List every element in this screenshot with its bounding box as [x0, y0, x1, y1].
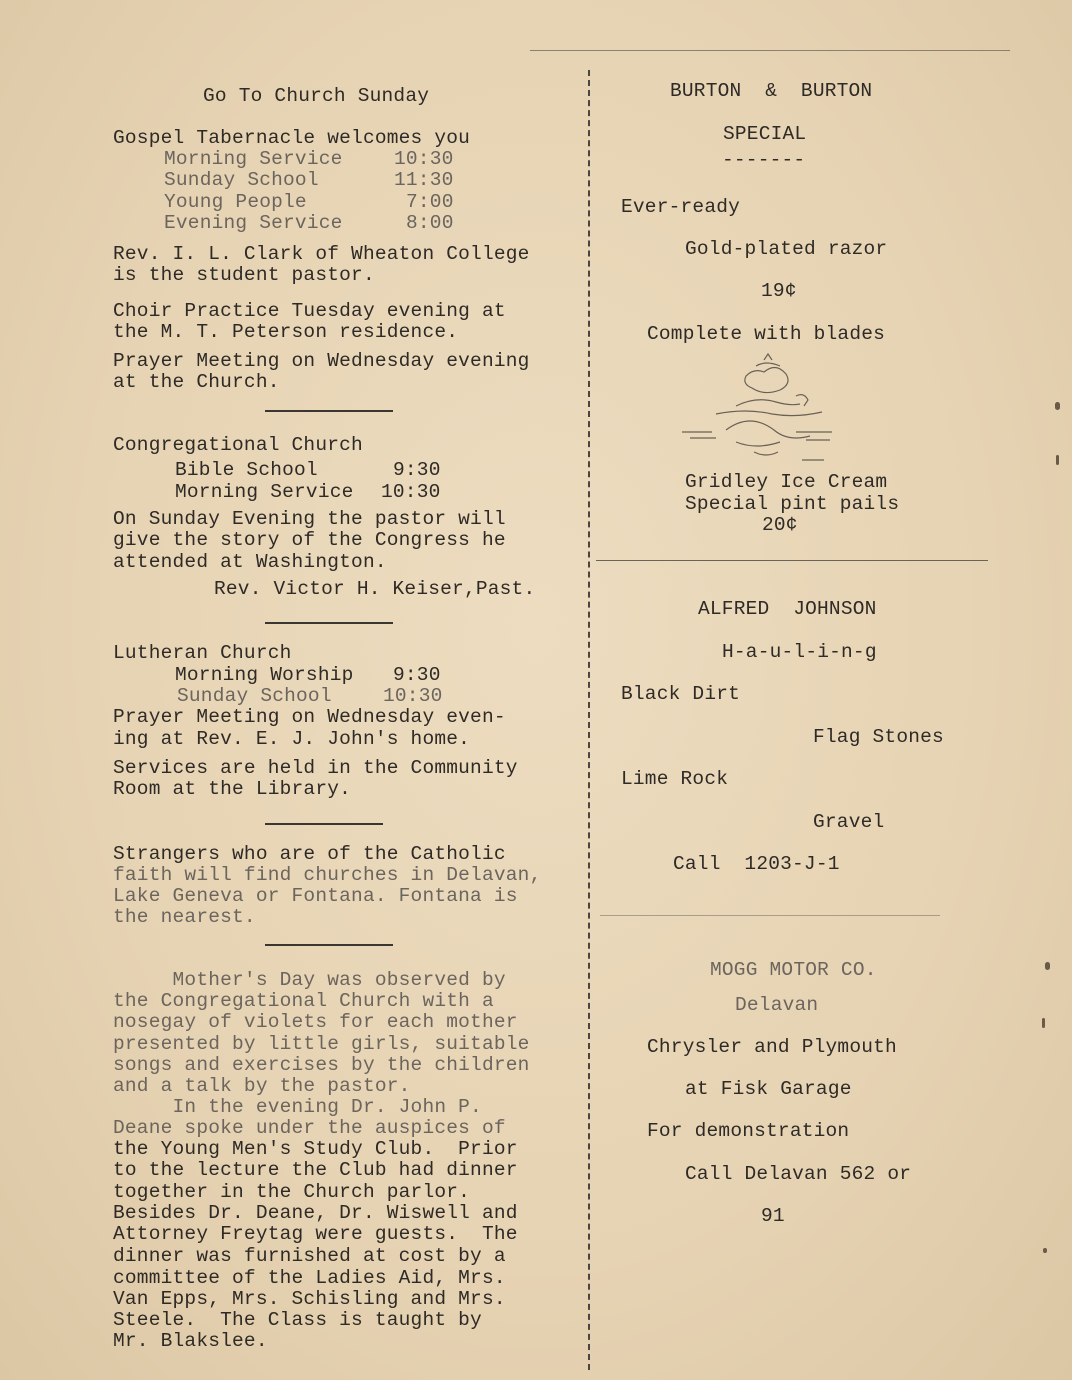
burton-dashes: ------- — [722, 149, 806, 171]
mogg-call: Call Delavan 562 or — [685, 1163, 912, 1185]
lutheran-services-line: Services are held in the Community — [113, 757, 518, 779]
mothers-day-line: and a talk by the pastor. — [113, 1075, 411, 1097]
edge-mark — [1045, 962, 1050, 970]
section-divider — [265, 944, 393, 946]
mothers-day-line: dinner was furnished at cost by a — [113, 1245, 506, 1267]
congregational-schedule-time: 10:30 — [381, 481, 441, 503]
mothers-day-line: Mother's Day was observed by — [113, 969, 506, 991]
mothers-day-line: Steele. The Class is taught by — [113, 1309, 482, 1331]
johnson-item: Lime Rock — [621, 768, 729, 790]
burton-item: Gold-plated razor — [685, 238, 888, 260]
gospel-prayer-line: Prayer Meeting on Wednesday evening — [113, 350, 530, 372]
lutheran-prayer-line: Prayer Meeting on Wednesday even- — [113, 706, 506, 728]
top-edge-trace — [530, 50, 1010, 51]
edge-mark — [1042, 1018, 1045, 1028]
burton-title: BURTON & BURTON — [670, 80, 873, 102]
mothers-day-line: Deane spoke under the auspices of — [113, 1117, 506, 1139]
johnson-service: H-a-u-l-i-n-g — [722, 641, 877, 663]
catholic-line: the nearest. — [113, 906, 256, 928]
mothers-day-line: Besides Dr. Deane, Dr. Wiswell and — [113, 1202, 518, 1224]
burton-item: Complete with blades — [647, 323, 886, 345]
mothers-day-line: the Young Men's Study Club. Prior — [113, 1138, 518, 1160]
gospel-schedule-time: 7:00 — [406, 191, 454, 213]
lutheran-title: Lutheran Church — [113, 642, 292, 664]
section-divider — [265, 410, 393, 412]
congregational-note-line: On Sunday Evening the pastor will — [113, 508, 506, 530]
section-divider — [265, 823, 383, 825]
lutheran-services-line: Room at the Library. — [113, 778, 352, 800]
section-divider — [265, 622, 393, 624]
mothers-day-line: presented by little girls, suitable — [113, 1033, 530, 1055]
gospel-schedule-time: 8:00 — [406, 212, 454, 234]
lutheran-schedule-time: 9:30 — [393, 664, 441, 686]
burton-item: Special pint pails — [685, 493, 900, 515]
mothers-day-line: nosegay of violets for each mother — [113, 1011, 518, 1033]
mogg-brands: Chrysler and Plymouth — [647, 1036, 897, 1058]
burton-special: SPECIAL — [723, 123, 807, 145]
congregational-note-line: give the story of the Congress he — [113, 529, 506, 551]
gospel-choir-line: Choir Practice Tuesday evening at — [113, 300, 506, 322]
gospel-pastor-line: is the student pastor. — [113, 264, 375, 286]
gospel-title: Gospel Tabernacle welcomes you — [113, 127, 471, 149]
lutheran-prayer-line: ing at Rev. E. J. John's home. — [113, 728, 471, 750]
edge-mark — [1056, 455, 1059, 465]
mogg-call-alt: 91 — [761, 1205, 785, 1227]
johnson-call: Call 1203-J-1 — [673, 853, 840, 875]
section-divider — [600, 915, 940, 916]
mothers-day-line: Attorney Freytag were guests. The — [113, 1223, 518, 1245]
lutheran-schedule-time: 10:30 — [383, 685, 443, 707]
mothers-day-line: the Congregational Church with a — [113, 990, 494, 1012]
page-heading: Go To Church Sunday — [203, 85, 430, 107]
johnson-item: Flag Stones — [813, 726, 944, 748]
gospel-pastor-line: Rev. I. L. Clark of Wheaton College — [113, 243, 530, 265]
gospel-schedule-label: Young People — [164, 191, 307, 213]
johnson-item: Gravel — [813, 811, 885, 833]
catholic-line: Lake Geneva or Fontana. Fontana is — [113, 885, 518, 907]
gospel-choir-line: the M. T. Peterson residence. — [113, 321, 459, 343]
burton-price: 20¢ — [762, 514, 798, 536]
gospel-prayer-line: at the Church. — [113, 371, 280, 393]
congregational-pastor: Rev. Victor H. Keiser,Past. — [214, 578, 536, 600]
mogg-demo: For demonstration — [647, 1120, 850, 1142]
gospel-schedule-label: Morning Service — [164, 148, 343, 170]
edge-mark — [1055, 402, 1060, 410]
mothers-day-line: Mr. Blakslee. — [113, 1330, 268, 1352]
ice-cream-sketch — [676, 352, 846, 472]
congregational-title: Congregational Church — [113, 434, 363, 456]
mothers-day-line: Van Epps, Mrs. Schisling and Mrs. — [113, 1288, 506, 1310]
mothers-day-line: songs and exercises by the children — [113, 1054, 530, 1076]
gospel-schedule-time: 11:30 — [394, 169, 454, 191]
burton-item: Gridley Ice Cream — [685, 471, 888, 493]
johnson-item: Black Dirt — [621, 683, 741, 705]
gospel-schedule-label: Evening Service — [164, 212, 343, 234]
congregational-schedule-time: 9:30 — [393, 459, 441, 481]
edge-mark — [1043, 1248, 1047, 1253]
gospel-schedule-label: Sunday School — [164, 169, 319, 191]
mothers-day-line: together in the Church parlor. — [113, 1181, 471, 1203]
column-divider — [588, 70, 590, 1370]
catholic-line: Strangers who are of the Catholic — [113, 843, 506, 865]
congregational-schedule-label: Bible School — [175, 459, 318, 481]
catholic-line: faith will find churches in Delavan, — [113, 864, 542, 886]
mogg-title: MOGG MOTOR CO. — [710, 959, 877, 981]
burton-item: Ever-ready — [621, 196, 741, 218]
johnson-title: ALFRED JOHNSON — [698, 598, 877, 620]
lutheran-schedule-label: Morning Worship — [175, 664, 354, 686]
mogg-location: at Fisk Garage — [685, 1078, 852, 1100]
mothers-day-line: In the evening Dr. John P. — [113, 1096, 482, 1118]
lutheran-schedule-label: Sunday School — [177, 685, 332, 707]
mothers-day-line: committee of the Ladies Aid, Mrs. — [113, 1267, 506, 1289]
congregational-note-line: attended at Washington. — [113, 551, 387, 573]
mogg-town: Delavan — [735, 994, 819, 1016]
gospel-schedule-time: 10:30 — [394, 148, 454, 170]
section-divider — [596, 560, 988, 561]
burton-price: 19¢ — [761, 280, 797, 302]
mothers-day-line: to the lecture the Club had dinner — [113, 1159, 518, 1181]
congregational-schedule-label: Morning Service — [175, 481, 354, 503]
